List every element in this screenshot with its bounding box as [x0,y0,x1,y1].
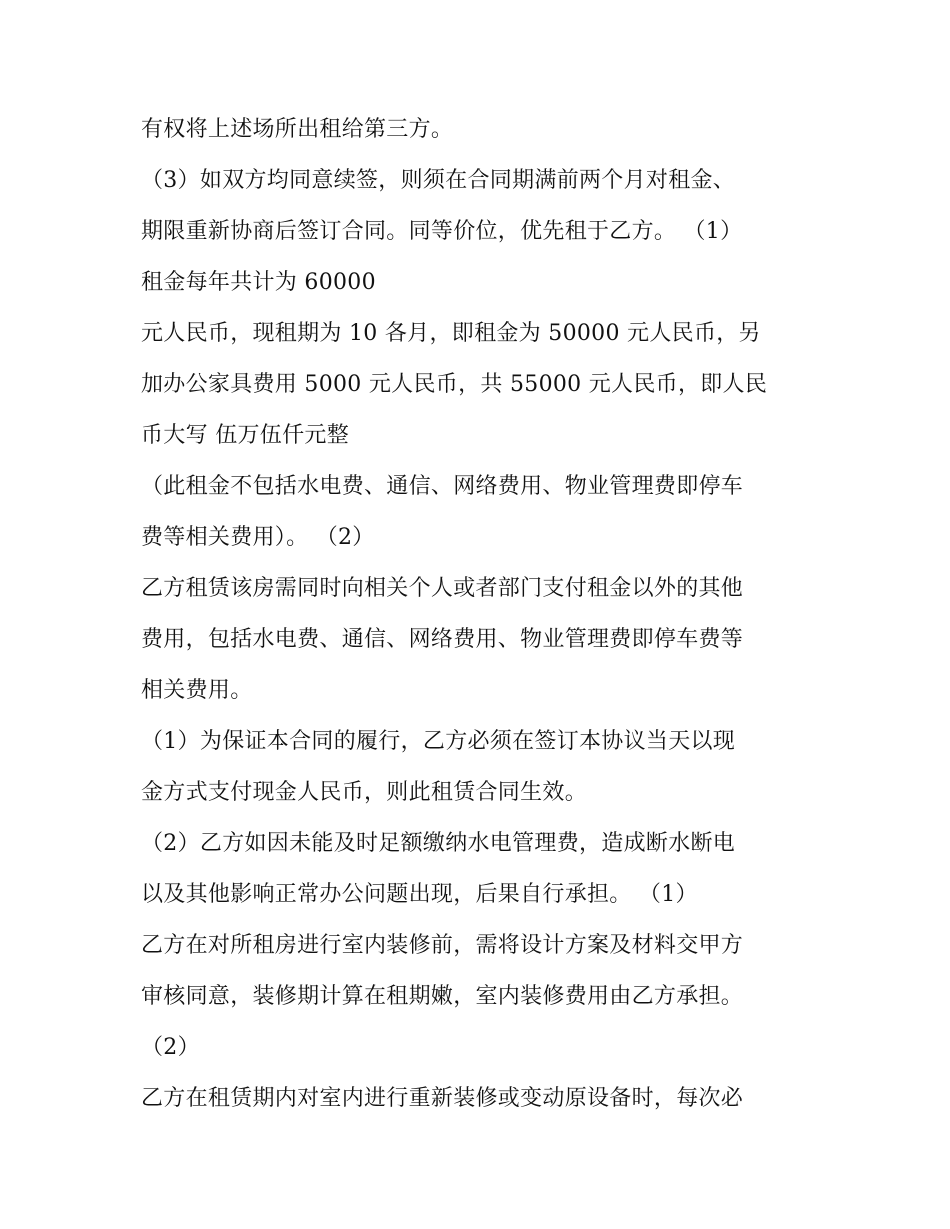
text-line: 费等相关费用）。 （2） [141,525,375,550]
text-line: （1）为保证本合同的履行，乙方必须在签订本协议当天以现 [141,729,736,754]
text-line: 乙方在租赁期内对室内进行重新装修或变动原设备时，每次必 [141,1086,744,1111]
text-line: 有权将上述场所出租给第三方。 [141,117,454,142]
text-line: 以及其他影响正常办公问题出现，后果自行承担。 （1） [141,882,698,907]
text-line: 乙方租赁该房需同时向相关个人或者部门支付租金以外的其他 [141,576,744,601]
text-line: （2） [141,1035,200,1060]
text-line: 审核同意，装修期计算在租期嫩，室内装修费用由乙方承担。 [141,984,744,1009]
text-line: 币大写 伍万伍仟元整 [141,423,349,448]
text-line: 费用，包括水电费、通信、网络费用、物业管理费即停车费等 [141,627,744,652]
text-line: （2）乙方如因未能及时足额缴纳水电管理费，造成断水断电 [141,831,736,856]
text-line: 期限重新协商后签订合同。同等价位，优先租于乙方。 （1） [141,219,743,244]
text-line: 元人民币，现租期为 10 各月，即租金为 50000 元人民币，另 [141,321,761,346]
text-line: 加办公家具费用 5000 元人民币，共 55000 元人民币，即人民 [141,372,768,397]
text-line: 乙方在对所租房进行室内装修前，需将设计方案及材料交甲方 [141,933,744,958]
text-line: 相关费用。 [141,678,253,703]
text-line: （3）如双方均同意续签，则须在合同期满前两个月对租金、 [141,168,736,193]
text-line: 租金每年共计为 60000 [141,270,376,295]
contract-text-body [141,108,821,1128]
text-line: （此租金不包括水电费、通信、网络费用、物业管理费即停车 [141,474,744,499]
text-line: 金方式支付现金人民币，则此租赁合同生效。 [141,780,588,805]
